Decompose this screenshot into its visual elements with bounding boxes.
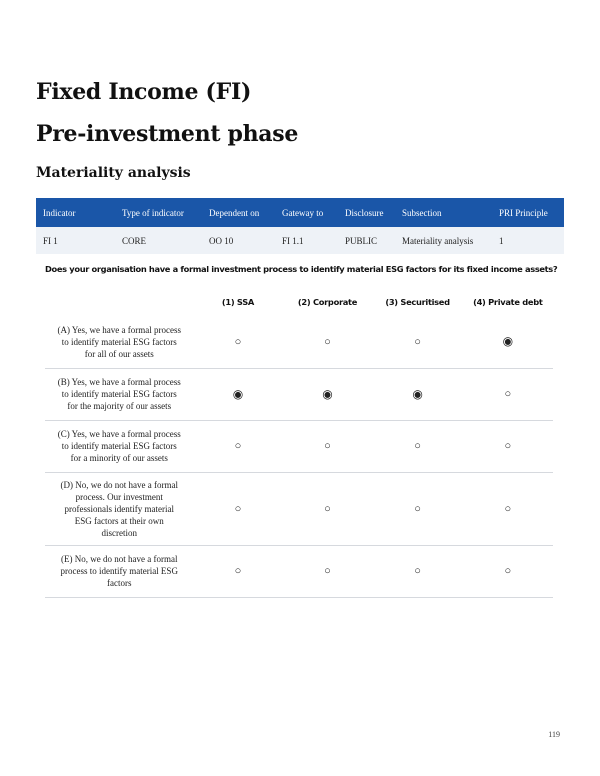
answer-option-label-line: process to identify material ESG bbox=[60, 566, 178, 576]
meta-header-cell: PRI Principle bbox=[492, 198, 564, 227]
answer-option-label-line: factors bbox=[106, 578, 132, 588]
answer-option-label bbox=[45, 472, 193, 545]
meta-header-cell: Type of indicator bbox=[115, 198, 202, 227]
radio-unselected[interactable]: ○ bbox=[463, 472, 553, 545]
radio-selected[interactable]: ◉ bbox=[283, 368, 373, 420]
grid-header-row bbox=[45, 287, 553, 316]
meta-header-cell: Dependent on bbox=[202, 198, 275, 227]
radio-unselected[interactable]: ○ bbox=[283, 545, 373, 597]
answer-option-label-line: professionals identify material bbox=[64, 503, 174, 514]
radio-unselected[interactable]: ○ bbox=[372, 545, 462, 597]
column-header-corporate: (2) Corporate bbox=[297, 296, 358, 307]
column-header-securitised: (3) Securitised bbox=[385, 296, 450, 307]
radio-unselected[interactable]: ○ bbox=[193, 420, 282, 472]
meta-header-cell: Disclosure bbox=[338, 198, 395, 227]
radio-unselected[interactable]: ○ bbox=[193, 545, 282, 597]
answer-row bbox=[45, 472, 553, 545]
column-header-private-debt: (4) Private debt bbox=[473, 296, 543, 307]
radio-unselected[interactable]: ○ bbox=[283, 316, 373, 368]
answer-row bbox=[45, 368, 553, 420]
radio-unselected[interactable]: ○ bbox=[372, 420, 462, 472]
indicator-meta-table bbox=[36, 198, 564, 254]
column-header-ssa: (1) SSA bbox=[221, 296, 255, 307]
answer-grid bbox=[45, 287, 553, 598]
meta-value-row bbox=[36, 227, 564, 254]
meta-value-cell: OO 10 bbox=[202, 227, 275, 254]
meta-value-cell: Materiality analysis bbox=[395, 227, 492, 254]
radio-unselected[interactable]: ○ bbox=[463, 420, 553, 472]
radio-unselected[interactable]: ○ bbox=[372, 316, 462, 368]
answer-option-label bbox=[45, 368, 193, 420]
radio-unselected[interactable]: ○ bbox=[283, 420, 373, 472]
meta-header-cell: Subsection bbox=[395, 198, 492, 227]
radio-unselected[interactable]: ○ bbox=[372, 472, 462, 545]
radio-unselected[interactable]: ○ bbox=[193, 316, 282, 368]
answer-option-label bbox=[45, 545, 193, 597]
answer-option-label-line: (E) No, we do not have a formal bbox=[60, 554, 178, 564]
radio-unselected[interactable]: ○ bbox=[283, 472, 373, 545]
answer-option-label-line: ESG factors at their own bbox=[74, 515, 164, 526]
radio-unselected[interactable]: ○ bbox=[193, 472, 282, 545]
answer-row bbox=[45, 545, 553, 597]
question-text: Does your organisation have a formal investment process to identify material ESG factors for its fixed income assets? bbox=[45, 264, 558, 274]
answer-option-label-line: for a minority of our assets bbox=[70, 453, 168, 463]
answer-option-label-line: to identify material ESG factors bbox=[61, 336, 177, 347]
answer-option-label-line: for all of our assets bbox=[84, 348, 154, 359]
radio-selected[interactable]: ◉ bbox=[463, 316, 553, 368]
answer-option-label-line: (A) Yes, we have a formal process bbox=[57, 324, 181, 335]
meta-header-row bbox=[36, 198, 564, 227]
answer-option-label-line: process. Our investment bbox=[75, 491, 163, 502]
answer-row bbox=[45, 420, 553, 472]
answer-option-label bbox=[45, 420, 193, 472]
radio-unselected[interactable]: ○ bbox=[463, 368, 553, 420]
meta-value-cell: FI 1.1 bbox=[275, 227, 338, 254]
page-subtitle: Pre-investment phase bbox=[36, 121, 299, 147]
meta-header-cell: Gateway to bbox=[275, 198, 338, 227]
radio-unselected[interactable]: ○ bbox=[463, 545, 553, 597]
answer-option-label-line: discretion bbox=[101, 527, 137, 538]
answer-option-label bbox=[45, 316, 193, 368]
answer-option-label-line: (B) Yes, we have a formal process bbox=[57, 377, 181, 387]
meta-value-cell: CORE bbox=[115, 227, 202, 254]
answer-row bbox=[45, 316, 553, 368]
meta-value-cell: PUBLIC bbox=[338, 227, 395, 254]
grid-corner-cell bbox=[45, 287, 193, 316]
radio-selected[interactable]: ◉ bbox=[193, 368, 282, 420]
answer-option-label-line: for the majority of our assets bbox=[67, 401, 172, 411]
section-heading: Materiality analysis bbox=[36, 165, 191, 181]
radio-selected[interactable]: ◉ bbox=[372, 368, 462, 420]
answer-option-label-line: to identify material ESG factors bbox=[61, 441, 177, 451]
meta-value-cell: FI 1 bbox=[36, 227, 115, 254]
page-title: Fixed Income (FI) bbox=[36, 79, 252, 105]
meta-value-cell: 1 bbox=[492, 227, 564, 254]
answer-option-label-line: (D) No, we do not have a formal bbox=[60, 479, 178, 490]
answer-option-label-line: (C) Yes, we have a formal process bbox=[57, 429, 181, 439]
answer-option-label-line: to identify material ESG factors bbox=[61, 389, 177, 399]
meta-header-cell: Indicator bbox=[36, 198, 115, 227]
page-number: 119 bbox=[548, 730, 560, 739]
